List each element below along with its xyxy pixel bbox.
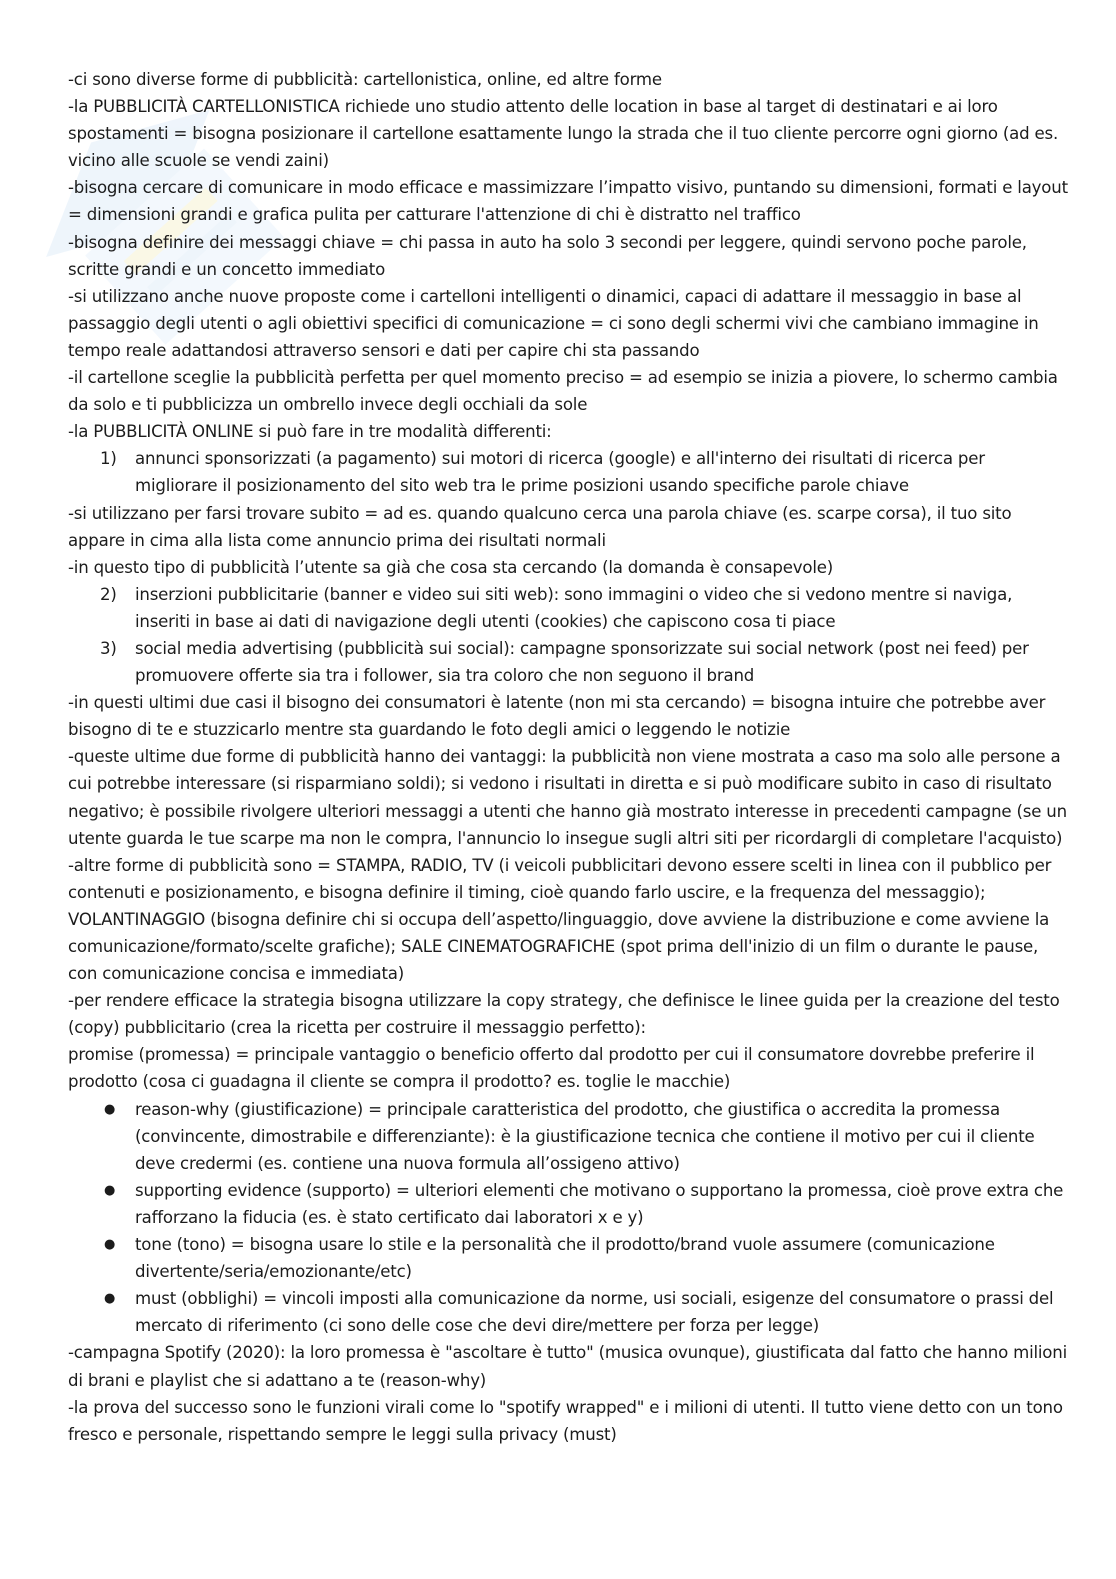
- bullet-item: [68, 1177, 1068, 1231]
- paragraph: -la prova del successo sono le funzioni virali come lo "spotify wrapped" e i milioni di utenti. Il tutto viene detto con un tono fresco e personale, rispettando sempre le leggi sulla privacy (must): [68, 1397, 1063, 1444]
- list-item-text: tone (tono) = bisogna usare lo stile e la personalità che il prodotto/brand vuole assumere (comunicazione divertente/seria/emozionante/etc): [135, 1235, 995, 1282]
- notes-body: [68, 66, 1068, 1448]
- bullet-icon: ●: [104, 1291, 116, 1307]
- list-item-text: inserzioni pubblicitarie (banner e video sui siti web): sono immagini o video che si vedono mentre si naviga, inseriti in base ai dati di navigazione degli utenti (cookies) che capiscono cosa ti piace: [135, 584, 1013, 631]
- list-item-text: must (obblighi) = vincoli imposti alla comunicazione da norme, usi sociali, esigenze del consumatore o prassi del mercato di riferimento (ci sono delle cose che devi dire/mettere per forza per legge): [135, 1289, 1054, 1336]
- list-number: 1): [100, 449, 117, 469]
- numbered-item: [68, 635, 1068, 689]
- bullet-icon: ●: [104, 1237, 116, 1253]
- paragraph: -la PUBBLICITÀ CARTELLONISTICA richiede uno studio attento delle location in base al target di destinatari e ai loro spostamenti = bisogna posizionare il cartellone esattamente lungo la strada che il tuo cliente percorre ogni giorno (ad es. vicino alle scuole se vendi zaini): [68, 97, 1059, 171]
- list-item-text: annunci sponsorizzati (a pagamento) sui motori di ricerca (google) e all'interno dei risultati di ricerca per migliorare il posizionamento del sito web tra le prime posizioni usando specifiche parole chiave: [135, 449, 985, 496]
- paragraph: -bisogna definire dei messaggi chiave = chi passa in auto ha solo 3 secondi per leggere, quindi servono poche parole, scritte grandi e un concetto immediato: [68, 232, 1027, 279]
- paragraph: -altre forme di pubblicità sono = STAMPA, RADIO, TV (i veicoli pubblicitari devono essere scelti in linea con il pubblico per contenuti e posizionamento, e bisogna definire il timing, cioè quando farlo uscire, e la frequenza del messaggio); VOLANTINAGGIO (bisogna definire chi si occupa dell’aspetto/linguaggio, dove avviene la distribuzione e come avviene la comunicazione/formato/scelte grafiche); SALE CINEMATOGRAFICHE (spot prima dell'inizio di un film o durante le pause, con comunicazione concisa e immediata): [68, 855, 1052, 984]
- bullet-icon: ●: [104, 1182, 116, 1198]
- paragraph: promise (promessa) = principale vantaggio o beneficio offerto dal prodotto per cui il consumatore dovrebbe preferire il prodotto (cosa ci guadagna il cliente se compra il prodotto? es. toglie le macchie): [68, 1045, 1035, 1092]
- paragraph: -campagna Spotify (2020): la loro promessa è "ascoltare è tutto" (musica ovunque), giustificata dal fatto che hanno milioni di brani e playlist che si adattano a te (reason-why): [68, 1343, 1067, 1390]
- list-item-text: reason-why (giustificazione) = principale caratteristica del prodotto, che giustifica o accredita la promessa (convincente, dimostrabile e differenziante): è la giustificazione tecnica che contiene il motivo per cui il cliente deve credermi (es. contiene una nuova formula all’ossigeno attivo): [135, 1099, 1035, 1173]
- paragraph: -bisogna cercare di comunicare in modo efficace e massimizzare l’impatto visivo, puntando su dimensioni, formati e layout = dimensioni grandi e grafica pulita per catturare l'attenzione di chi è distratto nel traffico: [68, 178, 1068, 225]
- paragraph: -il cartellone sceglie la pubblicità perfetta per quel momento preciso = ad esempio se inizia a piovere, lo schermo cambia da solo e ti pubblicizza un ombrello invece degli occhiali da sole: [68, 368, 1058, 415]
- list-item-text: social media advertising (pubblicità sui social): campagne sponsorizzate sui social network (post nei feed) per promuovere offerte sia tra i follower, sia tra coloro che non seguono il brand: [135, 638, 1029, 686]
- bullet-item: [68, 1096, 1068, 1177]
- paragraph: -queste ultime due forme di pubblicità hanno dei vantaggi: la pubblicità non viene mostrata a caso ma solo alle persone a cui potrebbe interessare (si risparmiano soldi); si vedono i risultati in diretta e si può modificare subito in caso di risultato negativo; è possibile rivolgere ulteriori messaggi a utenti che hanno già mostrato interesse in precedenti campagne (se un utente guarda le tue scarpe ma non le compra, l'annuncio lo insegue sugli altri siti per ricordargli di completare l'acquisto): [68, 747, 1067, 848]
- numbered-item: [68, 445, 1068, 499]
- paragraph: -in questi ultimi due casi il bisogno dei consumatori è latente (non mi sta cercando) = bisogna intuire che potrebbe aver bisogno di te e stuzzicarlo mentre sta guardando le foto degli amici o leggendo le notizie: [68, 693, 1046, 740]
- bullet-icon: ●: [104, 1101, 116, 1117]
- paragraph: -ci sono diverse forme di pubblicità: cartellonistica, online, ed altre forme: [68, 70, 662, 89]
- bullet-item: [68, 1231, 1068, 1285]
- list-item-text: supporting evidence (supporto) = ulteriori elementi che motivano o supportano la promessa, cioè prove extra che rafforzano la fiducia (es. è stato certificato dai laboratori x e y): [135, 1180, 1064, 1227]
- paragraph: -per rendere efficace la strategia bisogna utilizzare la copy strategy, che definisce le linee guida per la creazione del testo (copy) pubblicitario (crea la ricetta per costruire il messaggio perfetto):: [68, 991, 1060, 1038]
- bullet-item: [68, 1285, 1068, 1339]
- paragraph: -si utilizzano per farsi trovare subito = ad es. quando qualcuno cerca una parola chiave (es. scarpe corsa), il tuo sito appare in cima alla lista come annuncio prima dei risultati normali: [68, 503, 1012, 550]
- list-number: 2): [100, 584, 117, 604]
- paragraph: -si utilizzano anche nuove proposte come i cartelloni intelligenti o dinamici, capaci di adattare il messaggio in base al passaggio degli utenti o agli obiettivi specifici di comunicazione = ci sono degli schermi vivi che cambiano immagine in tempo reale adattandosi attraverso sensori e dati per capire chi sta passando: [68, 286, 1039, 360]
- list-number: 3): [100, 638, 117, 658]
- paragraph: -la PUBBLICITÀ ONLINE si può fare in tre modalità differenti:: [68, 422, 552, 442]
- paragraph: -in questo tipo di pubblicità l’utente sa già che cosa sta cercando (la domanda è consapevole): [68, 557, 834, 577]
- numbered-item: [68, 581, 1068, 635]
